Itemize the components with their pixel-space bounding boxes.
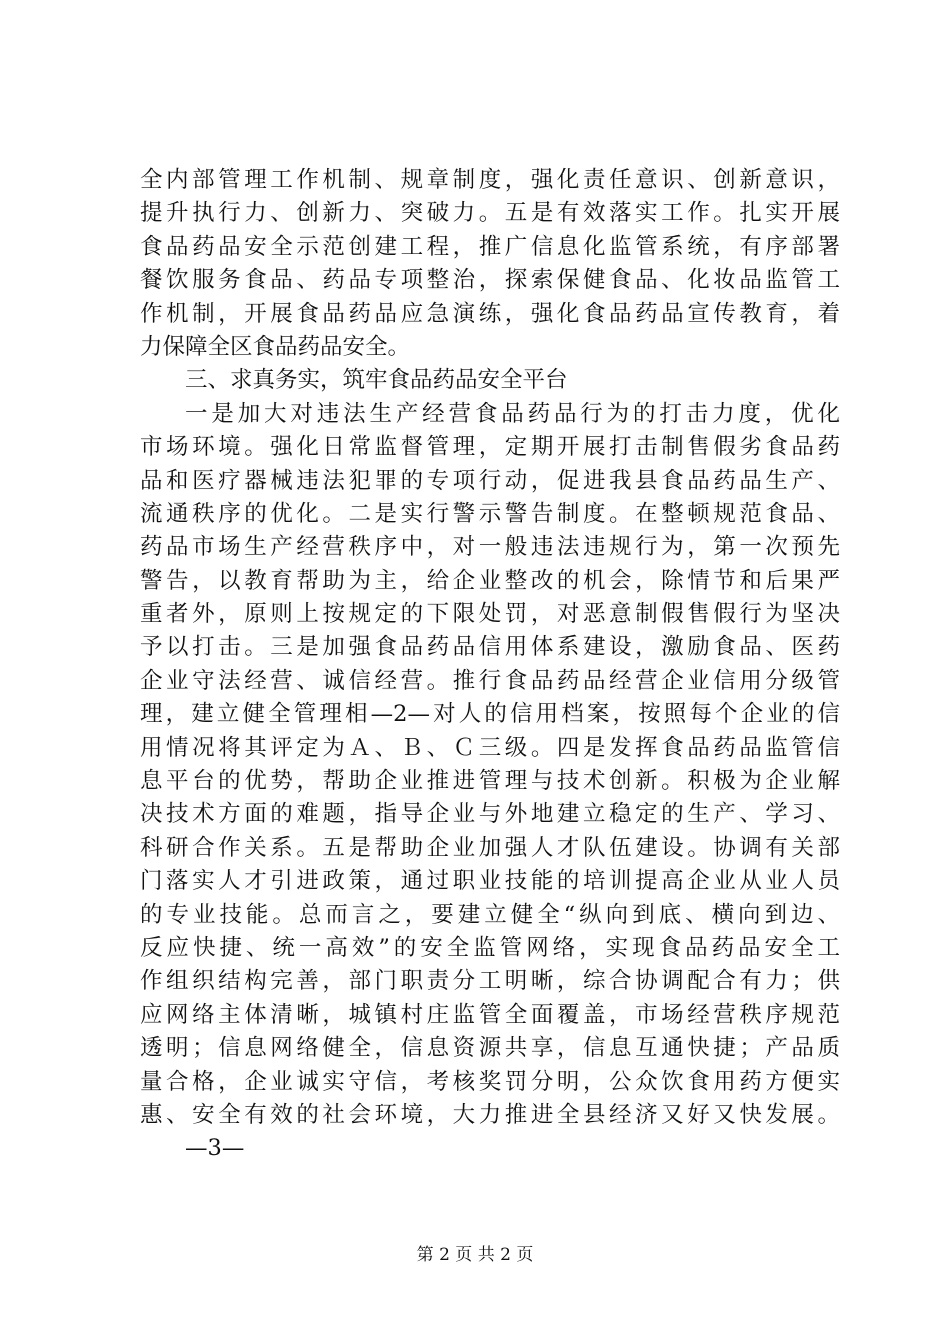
text-line: 提升执行力、创新力、突破力。五是有效落实工作。扎实开展 — [140, 200, 840, 227]
text-line: 反应快捷、统一高效”的安全监管网络，实现食品药品安全工 — [140, 934, 840, 961]
text-line: 餐饮服务食品、药品专项整治，探索保健食品、化妆品监管工 — [140, 267, 840, 294]
text-line: 门落实人才引进政策，通过职业技能的培训提高企业从业人员 — [140, 868, 840, 895]
text-line: 品和医疗器械违法犯罪的专项行动，促进我县食品药品生产、 — [140, 467, 840, 494]
text-line: 应网络主体清晰，城镇村庄监管全面覆盖，市场经营秩序规范 — [140, 1001, 840, 1028]
text-line: 重者外，原则上按规定的下限处罚，对恶意制假售假行为坚决 — [140, 601, 840, 628]
inline-page-number: —3— — [185, 1135, 245, 1162]
text-line: 作机制，开展食品药品应急演练，强化食品药品宣传教育，着 — [140, 300, 840, 327]
text-line: 理，建立健全管理相—2—对人的信用档案，按照每个企业的信 — [140, 701, 840, 728]
text-line: 市场环境。强化日常监督管理，定期开展打击制售假劣食品药 — [140, 434, 840, 461]
text-line: 力保障全区食品药品安全。 — [140, 333, 411, 360]
text-line: 食品药品安全示范创建工程，推广信息化监管系统，有序部署 — [140, 233, 840, 260]
text-line: 全内部管理工作机制、规章制度，强化责任意识、创新意识， — [140, 167, 840, 193]
text-line: 的专业技能。总而言之，要建立健全“纵向到底、横向到边、 — [140, 901, 840, 928]
text-line: 警告，以教育帮助为主，给企业整改的机会，除情节和后果严 — [140, 567, 840, 594]
text-line: 量合格，企业诚实守信，考核奖罚分明，公众饮食用药方便实 — [140, 1068, 840, 1095]
document-body — [140, 164, 840, 1166]
text-line: 作组织结构完善，部门职责分工明晰，综合协调配合有力；供 — [140, 968, 840, 995]
text-line: 药品市场生产经营秩序中，对一般违法违规行为，第一次预先 — [140, 534, 840, 561]
text-line: 予以打击。三是加强食品药品信用体系建设，激励食品、医药 — [140, 634, 840, 661]
text-line: 惠、安全有效的社会环境，大力推进全县经济又好又快发展。 — [140, 1101, 840, 1128]
text-line: 企业守法经营、诚信经营。推行食品药品经营企业信用分级管 — [140, 667, 840, 694]
text-line: 一是加大对违法生产经营食品药品行为的打击力度，优化 — [185, 400, 840, 427]
text-line: 息平台的优势，帮助企业推进管理与技术创新。积极为企业解 — [140, 768, 840, 795]
section-heading: 三、求真务实，筑牢食品药品安全平台 — [185, 367, 568, 394]
text-line: 透明；信息网络健全，信息资源共享，信息互通快捷；产品质 — [140, 1035, 840, 1062]
text-line: 科研合作关系。五是帮助企业加强人才队伍建设。协调有关部 — [140, 834, 840, 861]
text-line: 流通秩序的优化。二是实行警示警告制度。在整顿规范食品、 — [140, 500, 840, 527]
text-line: 决技术方面的难题，指导企业与外地建立稳定的生产、学习、 — [140, 801, 840, 828]
text-line: 用情况将其评定为Ａ、Ｂ、Ｃ三级。四是发挥食品药品监管信 — [140, 734, 840, 761]
page-footer: 第 2 页 共 2 页 — [416, 1245, 534, 1265]
